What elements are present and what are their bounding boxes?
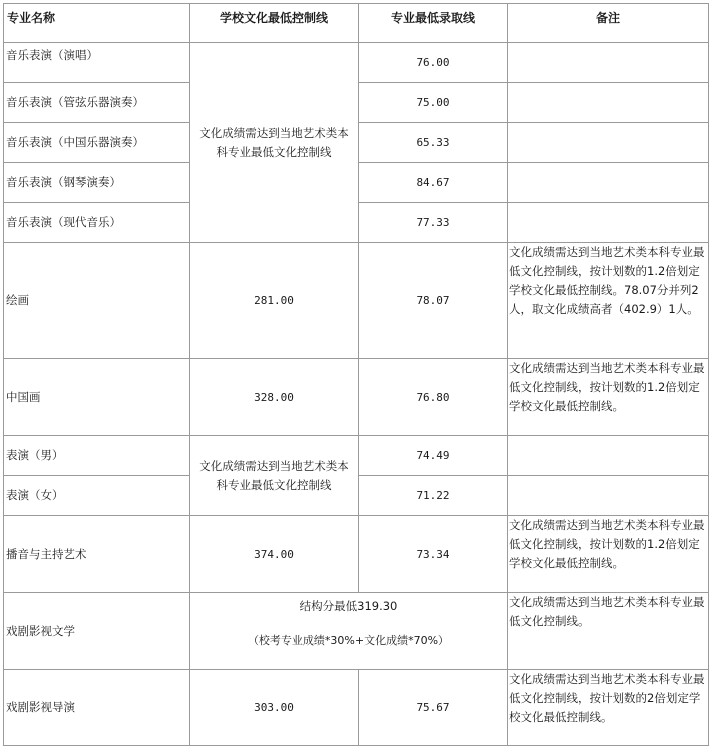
note-cell: 文化成绩需达到当地艺术类本科专业最低文化控制线。 <box>508 593 709 670</box>
note-cell: 文化成绩需达到当地艺术类本科专业最低文化控制线，按计划数的1.2倍划定学校文化最低控制线。 <box>508 359 709 436</box>
table-row <box>4 436 709 476</box>
min-score-cell: 65.33 <box>359 123 508 163</box>
header-cultural-line: 学校文化最低控制线 <box>190 4 359 43</box>
note-cell: 文化成绩需达到当地艺术类本科专业最低文化控制线，按计划数的2倍划定学校文化最低控制线。 <box>508 670 709 746</box>
header-major: 专业名称 <box>4 4 190 43</box>
cultural-line-cell: 374.00 <box>190 516 359 593</box>
min-score-cell: 76.00 <box>359 43 508 83</box>
note-cell <box>508 163 709 203</box>
major-cell: 表演（女） <box>4 476 190 516</box>
note-cell: 文化成绩需达到当地艺术类本科专业最低文化控制线，按计划数的1.2倍划定学校文化最低控制线。78.07分并列2人，取文化成绩高者（402.9）1人。 <box>508 243 709 359</box>
merged-cultural-cell: 文化成绩需达到当地艺术类本科专业最低文化控制线 <box>190 43 359 243</box>
min-score-cell: 73.34 <box>359 516 508 593</box>
table-row <box>4 359 709 436</box>
note-cell: 文化成绩需达到当地艺术类本科专业最低文化控制线，按计划数的1.2倍划定学校文化最低控制线。 <box>508 516 709 593</box>
table-row <box>4 516 709 593</box>
major-cell: 中国画 <box>4 359 190 436</box>
combined-score-cell <box>190 593 508 670</box>
combined-score-formula: （校考专业成绩*30%+文化成绩*70%） <box>247 634 450 647</box>
min-score-cell: 84.67 <box>359 163 508 203</box>
min-score-cell: 74.49 <box>359 436 508 476</box>
header-note: 备注 <box>508 4 709 43</box>
major-cell: 表演（男） <box>4 436 190 476</box>
table-row <box>4 43 709 83</box>
table-header-row <box>4 4 709 43</box>
cultural-line-cell: 303.00 <box>190 670 359 746</box>
note-cell <box>508 476 709 516</box>
merged-cultural-cell: 文化成绩需达到当地艺术类本科专业最低文化控制线 <box>190 436 359 516</box>
major-cell: 戏剧影视导演 <box>4 670 190 746</box>
major-cell: 播音与主持艺术 <box>4 516 190 593</box>
major-cell: 音乐表演（中国乐器演奏） <box>4 123 190 163</box>
min-score-cell: 75.67 <box>359 670 508 746</box>
min-score-cell: 77.33 <box>359 203 508 243</box>
major-cell: 音乐表演（演唱） <box>4 43 190 83</box>
major-cell: 绘画 <box>4 243 190 359</box>
min-score-cell: 71.22 <box>359 476 508 516</box>
note-cell <box>508 436 709 476</box>
combined-score-text: 结构分最低319.30 <box>299 599 398 613</box>
major-cell: 音乐表演（钢琴演奏） <box>4 163 190 203</box>
note-cell <box>508 83 709 123</box>
major-cell: 音乐表演（现代音乐） <box>4 203 190 243</box>
note-cell <box>508 43 709 83</box>
min-score-cell: 76.80 <box>359 359 508 436</box>
note-cell <box>508 123 709 163</box>
table-row <box>4 670 709 746</box>
min-score-cell: 75.00 <box>359 83 508 123</box>
min-score-cell: 78.07 <box>359 243 508 359</box>
major-cell: 戏剧影视文学 <box>4 593 190 670</box>
note-cell <box>508 203 709 243</box>
major-cell: 音乐表演（管弦乐器演奏） <box>4 83 190 123</box>
admission-score-table <box>3 3 709 746</box>
cultural-line-cell: 328.00 <box>190 359 359 436</box>
table-row <box>4 243 709 359</box>
cultural-line-cell: 281.00 <box>190 243 359 359</box>
table-row <box>4 593 709 670</box>
header-min-score: 专业最低录取线 <box>359 4 508 43</box>
